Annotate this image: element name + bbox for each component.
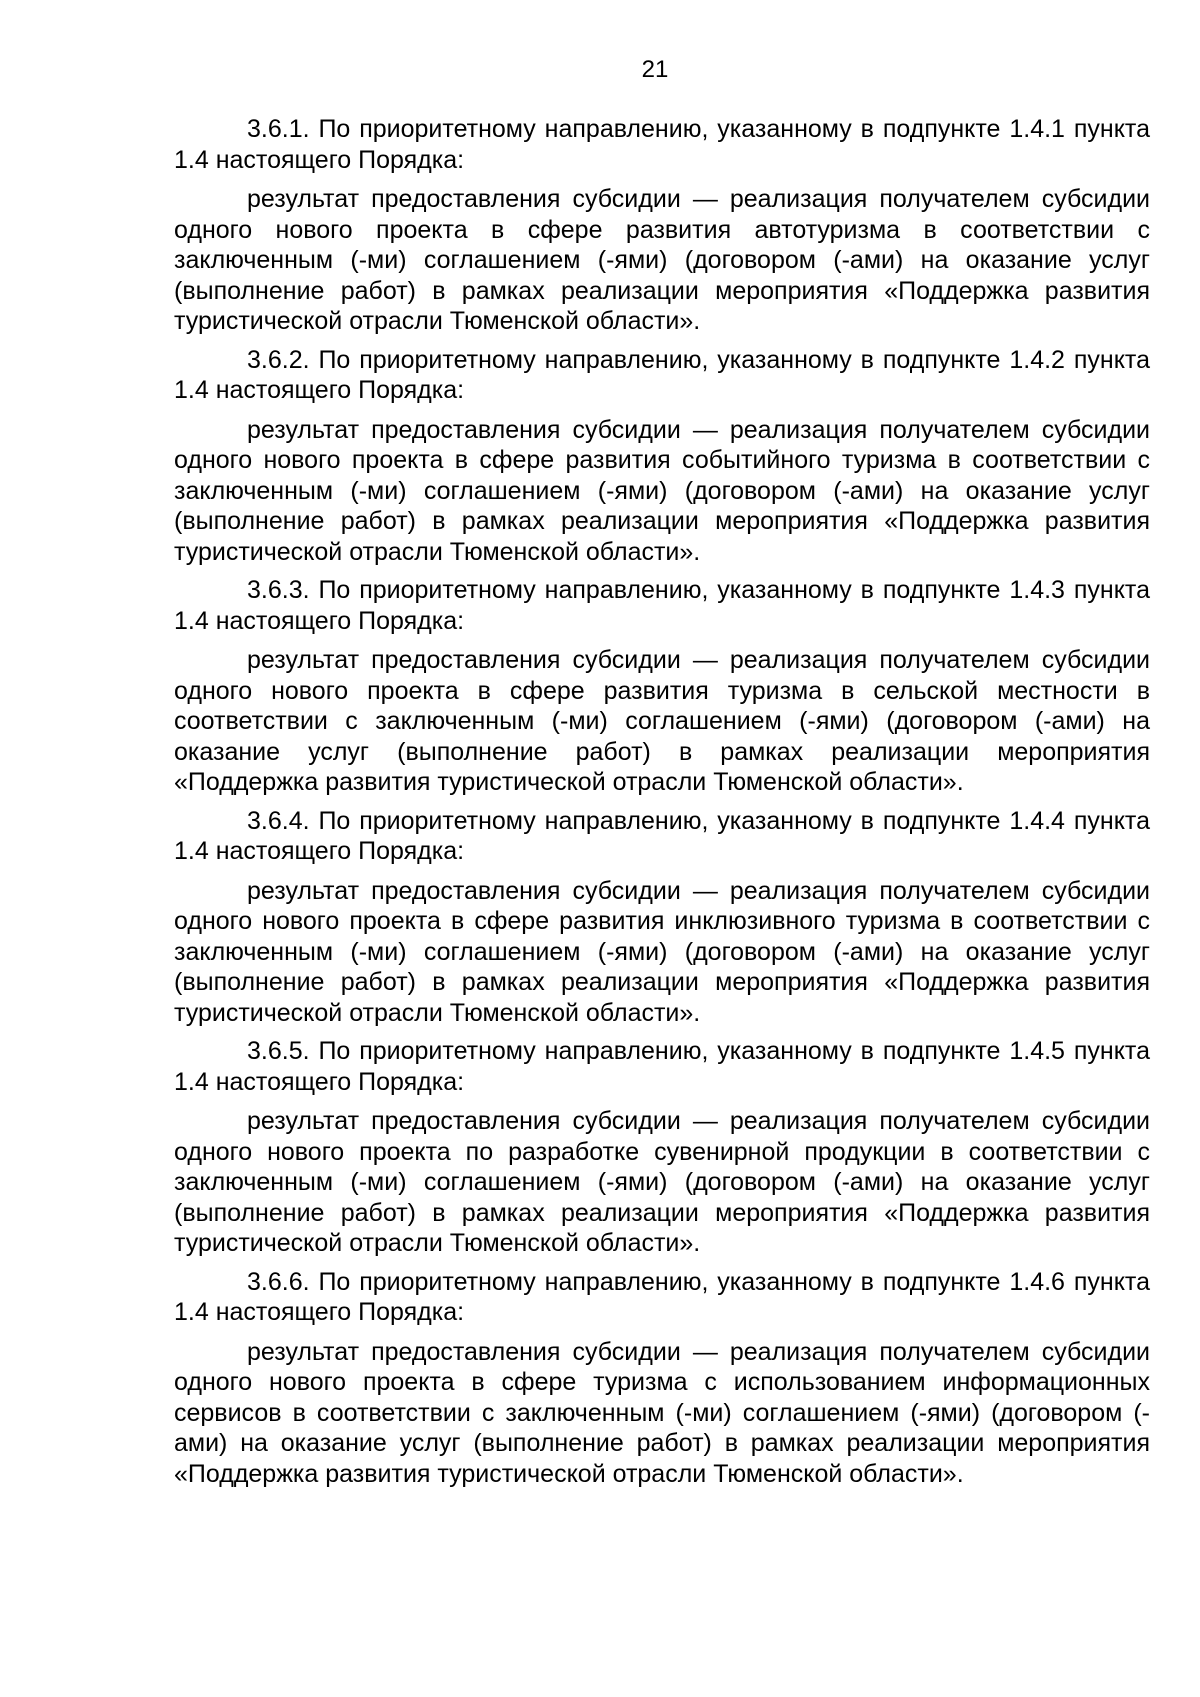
section-3-6-6: [174, 1267, 1150, 1490]
section-body: результат предоставления субсидии — реализация получателем субсидии одного нового проекта в сфере развития туризма в сельской местности в соответствии с заключенным (-ми) соглашением (-ями) (договором (-ами) на оказание услуг (выполнение работ) в рамках реализации мероприятия «Поддержка развития туристической отрасли Тюменской области».: [174, 646, 1150, 796]
page-number: 21: [641, 56, 669, 83]
section-3-6-5: [174, 1036, 1150, 1259]
section-body: результат предоставления субсидии — реализация получателем субсидии одного нового проекта по разработке сувенирной продукции в соответствии с заключенным (-ми) соглашением (-ями) (договором (-ами) на оказание услуг (выполнение работ) в рамках реализации мероприятия «Поддержка развития туристической отрасли Тюменской области».: [174, 1107, 1150, 1257]
section-heading: 3.6.4. По приоритетному направлению, указанному в подпункте 1.4.4 пункта 1.4 настоящего Порядка:: [174, 806, 1150, 865]
section-heading: 3.6.2. По приоритетному направлению, указанному в подпункте 1.4.2 пункта 1.4 настоящего Порядка:: [174, 345, 1150, 404]
section-3-6-1: [174, 114, 1150, 337]
section-3-6-4: [174, 806, 1150, 1029]
section-heading: 3.6.1. По приоритетному направлению, указанному в подпункте 1.4.1 пункта 1.4 настоящего Порядка:: [174, 115, 1150, 174]
section-body: результат предоставления субсидии — реализация получателем субсидии одного нового проекта в сфере развития событийного туризма в соответствии с заключенным (-ми) соглашением (-ями) (договором (-ами) на оказание услуг (выполнение работ) в рамках реализации мероприятия «Поддержка развития туристической отрасли Тюменской области».: [174, 415, 1150, 566]
section-heading: 3.6.5. По приоритетному направлению, указанному в подпункте 1.4.5 пункта 1.4 настоящего Порядка:: [174, 1037, 1150, 1096]
section-heading: 3.6.6. По приоритетному направлению, указанному в подпункте 1.4.6 пункта 1.4 настоящего Порядка:: [174, 1267, 1150, 1326]
section-3-6-2: [174, 345, 1150, 568]
section-body: результат предоставления субсидии — реализация получателем субсидии одного нового проекта в сфере развития автотуризма в соответствии с заключенным (-ми) соглашением (-ями) (договором (-ами) на оказание услуг (выполнение работ) в рамках реализации мероприятия «Поддержка развития туристической отрасли Тюменской области».: [174, 185, 1150, 335]
section-body: результат предоставления субсидии — реализация получателем субсидии одного нового проекта в сфере развития инклюзивного туризма в соответствии с заключенным (-ми) соглашением (-ями) (договором (-ами) на оказание услуг (выполнение работ) в рамках реализации мероприятия «Поддержка развития туристической отрасли Тюменской области».: [174, 876, 1150, 1027]
section-heading: 3.6.3. По приоритетному направлению, указанному в подпункте 1.4.3 пункта 1.4 настоящего Порядка:: [174, 576, 1150, 635]
document-body: [174, 114, 1150, 1497]
section-body: результат предоставления субсидии — реализация получателем субсидии одного нового проекта в сфере туризма с использованием информационных сервисов в соответствии с заключенным (-ми) соглашением (-ями) (договором (-ами) на оказание услуг (выполнение работ) в рамках реализации мероприятия «Поддержка развития туристической отрасли Тюменской области».: [174, 1337, 1150, 1488]
section-3-6-3: [174, 575, 1150, 798]
